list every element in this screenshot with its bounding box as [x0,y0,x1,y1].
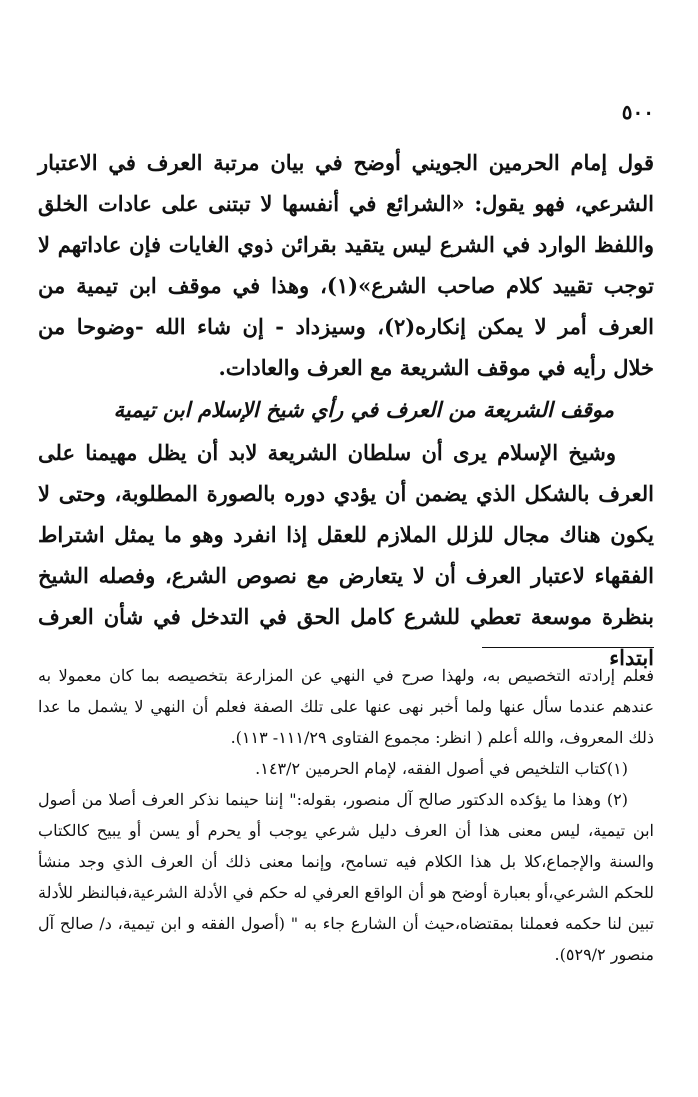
section-heading: موقف الشريعة من العرف في رأي شيخ الإسلام ابن تيمية [113,397,614,422]
footnote-1: (١)كتاب التلخيص في أصول الفقه، لإمام الحرمين ١٤٣/٢. [255,759,628,778]
main-text [38,142,654,678]
paragraph-1: قول إمام الحرمين الجويني أوضح في بيان مرتبة العرف في الاعتبار الشرعي، فهو يقول: «الشرائع في أنفسها لا تبتنى على عادات الخلق واللفظ الوارد في الشرع ليس يتقيد بقرائن ذوي الغايات فإن عاداتهم لا توجب تقييد كلام صاحب الشرع»(١)، وهذا في موقف ابن تيمية من العرف أمر لا يمكن إنكاره(٢)، وسيزداد - إن شاء الله -وضوحا من خلال رأيه في موقف الشريعة مع العرف والعادات. [38,150,655,380]
page-number: ٥٠٠ [621,100,654,124]
paragraph-2: وشيخ الإسلام يرى أن سلطان الشريعة لابد أن يظل مهيمنا على العرف بالشكل الذي يضمن أن يؤدي دوره بالصورة المطلوبة، وحتى لا يكون هناك مجال للزلل الملازم للعقل إذا انفرد وهو ما يمثل اشتراط الفقهاء لاعتبار العرف أن لا يتعارض مع نصوص الشرع، وفصله الشيخ بنظرة موسعة تعطي للشرع كامل الحق في التدخل في شأن العرف ابتداء [38,440,654,670]
footnotes [38,660,654,970]
book-page [38,0,654,1097]
footnote-continued: فعلم إرادته التخصيص به، ولهذا صرح في النهي عن المزارعة بتخصيصه بما كان معمولا به عندهم عندما سأل عنها ولما أخبر نهى عنها على تلك الصفة فعلم أن النهي لا يشمل ما عدا ذلك المعروف، والله أعلم ( انظر: مجموع الفتاوى ١١١/٢٩- ١١٣). [38,666,655,747]
footnote-separator [482,647,654,648]
footnote-2: (٢) وهذا ما يؤكده الدكتور صالح آل منصور، بقوله:" إننا حينما نذكر العرف أصلا من أصول ابن تيمية، ليس معنى هذا أن العرف دليل شرعي يوجب أو يحرم أو يسن أو يبيح كالكتاب والسنة والإجماع،كلا بل هذا الكلام فيه تسامح، وإنما معنى ذلك أن العرف الذي وجد منشأ للحكم الشرعي،أو بعبارة أوضح هو أن الواقع العرفي له حكم في الأدلة الشرعية،فبالنظر للأدلة تبين لنا حكمه فعملنا بمقتضاه،حيث أن الشارع جاء به " (أصول الفقه و ابن تيمية، د/ صالح آل منصور ٥٢٩/٢). [38,790,654,964]
